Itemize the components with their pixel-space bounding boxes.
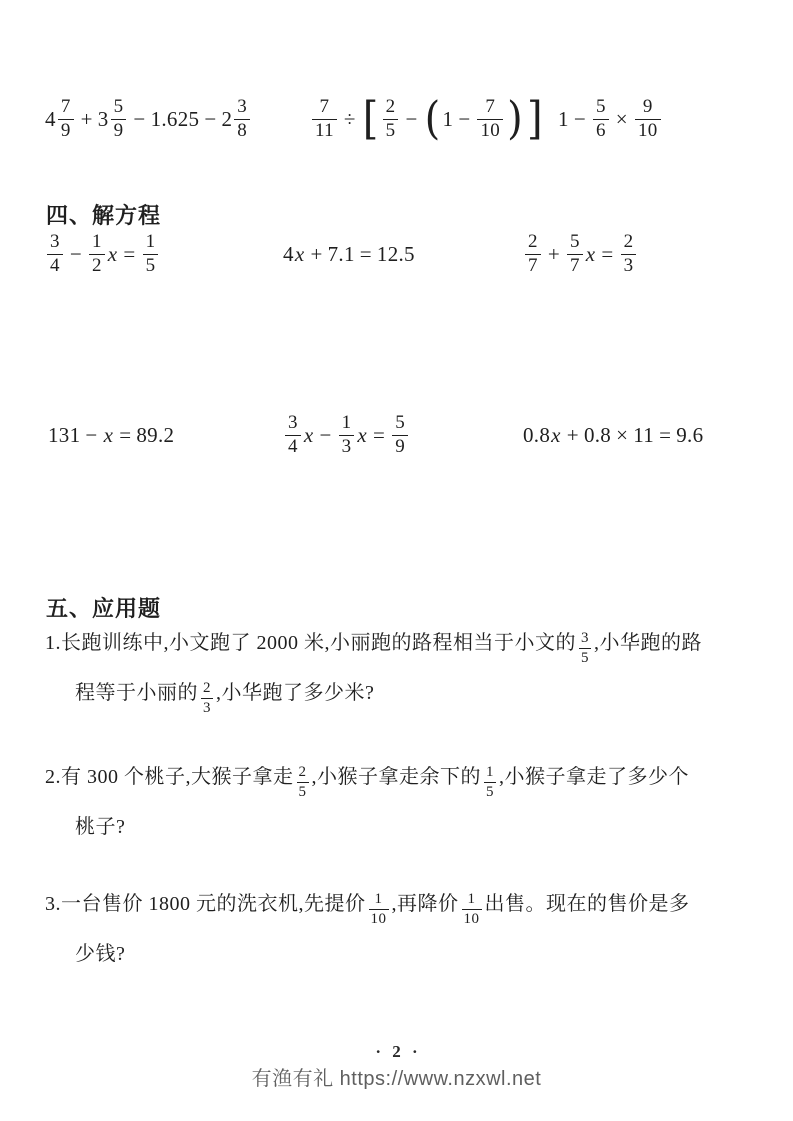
bracket: [: [362, 93, 379, 145]
bracket: (: [424, 93, 441, 145]
denominator: 7: [528, 254, 538, 276]
text-run: 2: [221, 106, 233, 131]
section-title-word-problems: 五、应用题: [46, 596, 162, 621]
text-run: 程等于小丽的: [75, 682, 198, 704]
operator: ×: [615, 106, 628, 131]
numerator: 5: [567, 232, 583, 255]
text-run: 1: [442, 106, 454, 131]
denominator: 10: [480, 119, 501, 141]
text-run: 2.有 300 个桃子,大猴子拿走: [45, 766, 294, 788]
text-run: 0.8: [583, 422, 612, 447]
operator: −: [405, 106, 418, 131]
text-run: 出售。现在的售价是多: [484, 893, 690, 915]
operator: =: [359, 241, 372, 266]
word-problem-2: [45, 752, 790, 852]
numerator: 1: [484, 764, 496, 783]
operator: −: [204, 106, 217, 131]
text-run: ,小猴子拿走了多少个: [499, 766, 689, 788]
fraction: [579, 630, 591, 666]
numerator: 1: [369, 891, 389, 910]
denominator: 6: [595, 119, 606, 141]
numerator: 2: [525, 232, 541, 255]
operator: =: [601, 241, 614, 266]
text-run: 4: [45, 106, 56, 131]
text-run: 1: [558, 106, 569, 131]
text-run: 少钱?: [75, 943, 126, 965]
variable-x: x: [357, 422, 368, 447]
variable-x: x: [303, 422, 314, 447]
word-problem-1: [45, 618, 790, 718]
denominator: 10: [463, 910, 480, 927]
operator: +: [547, 241, 560, 266]
denominator: 2: [91, 254, 102, 276]
operator: −: [458, 106, 471, 131]
fraction: [484, 764, 496, 800]
fraction: [297, 764, 309, 800]
numerator: 2: [383, 97, 399, 120]
bracket: ): [507, 93, 523, 145]
text-run: ,再降价: [391, 893, 459, 915]
variable-x: x: [103, 422, 114, 447]
text-run: 7.1: [327, 241, 355, 266]
text-run: 1.长跑训练中,小文跑了 2000 米,小丽跑的路程相当于小文的: [45, 632, 576, 654]
text-run: 3: [97, 106, 109, 131]
denominator: 5: [385, 119, 396, 141]
text-run: 89.2: [136, 422, 175, 447]
text-run: 3.一台售价 1800 元的洗衣机,先提价: [45, 893, 366, 915]
text-run: 1.625: [150, 106, 200, 131]
denominator: 9: [113, 119, 124, 141]
denominator: 4: [288, 435, 298, 457]
operator: =: [373, 422, 386, 447]
numerator: 1: [143, 232, 159, 255]
bracket: ]: [527, 93, 543, 145]
denominator: 3: [203, 699, 211, 716]
text-run: 4: [283, 241, 294, 266]
fraction: [369, 891, 389, 927]
text-run: ,小猴子拿走余下的: [311, 766, 481, 788]
text-run: 0.8: [523, 422, 551, 447]
operator: =: [123, 241, 136, 266]
operator: +: [310, 241, 323, 266]
denominator: 10: [370, 910, 387, 927]
fraction: [462, 891, 482, 927]
numerator: 5: [111, 97, 127, 120]
denominator: 5: [486, 783, 494, 800]
text-run: 12.5: [376, 241, 415, 266]
numerator: 7: [477, 97, 503, 120]
operator: ÷: [343, 106, 356, 131]
denominator: 11: [315, 119, 334, 141]
numerator: 3: [579, 630, 591, 649]
text-run: ,小华跑了多少米?: [216, 682, 375, 704]
denominator: 9: [60, 119, 71, 141]
text-run: 131: [48, 422, 81, 447]
text-run: 11: [633, 422, 655, 447]
numerator: 2: [621, 232, 637, 255]
numerator: 7: [312, 97, 337, 120]
numerator: 3: [234, 97, 250, 120]
operator: −: [69, 241, 82, 266]
operator: +: [566, 422, 579, 447]
numerator: 9: [635, 97, 661, 120]
text-run: 9.6: [676, 422, 704, 447]
operator: −: [133, 106, 146, 131]
numerator: 1: [339, 413, 355, 436]
denominator: 3: [623, 254, 634, 276]
page-number: · 2 ·: [375, 1042, 418, 1061]
fraction: [201, 680, 213, 716]
numerator: 5: [392, 413, 408, 436]
operator: =: [119, 422, 132, 447]
numerator: 7: [58, 97, 74, 120]
text-run: ,小华跑的路: [594, 632, 702, 654]
denominator: 7: [569, 254, 580, 276]
operator: −: [573, 106, 586, 131]
word-problem-3: [45, 879, 790, 979]
denominator: 10: [637, 119, 658, 141]
denominator: 5: [298, 783, 307, 800]
numerator: 3: [47, 232, 63, 255]
variable-x: x: [294, 241, 305, 266]
text-run: 桃子?: [75, 816, 126, 838]
numerator: 3: [285, 413, 301, 436]
section-title-solve-equations: 四、解方程: [46, 203, 162, 228]
operator: +: [80, 106, 93, 131]
variable-x: x: [107, 241, 118, 266]
numerator: 1: [89, 232, 105, 255]
variable-x: x: [585, 241, 596, 266]
denominator: 8: [237, 119, 248, 141]
numerator: 5: [593, 97, 609, 120]
operator: −: [85, 422, 98, 447]
operator: =: [659, 422, 672, 447]
denominator: 5: [145, 254, 156, 276]
denominator: 4: [50, 254, 60, 276]
numerator: 2: [201, 680, 213, 699]
operator: ×: [616, 422, 629, 447]
footer-watermark: 有渔有礼 https://www.nzxwl.net: [251, 1068, 542, 1090]
denominator: 3: [341, 435, 352, 457]
denominator: 5: [581, 649, 589, 666]
operator: −: [319, 422, 332, 447]
variable-x: x: [551, 422, 561, 447]
denominator: 9: [395, 435, 405, 457]
numerator: 1: [462, 891, 482, 910]
numerator: 2: [297, 764, 309, 783]
